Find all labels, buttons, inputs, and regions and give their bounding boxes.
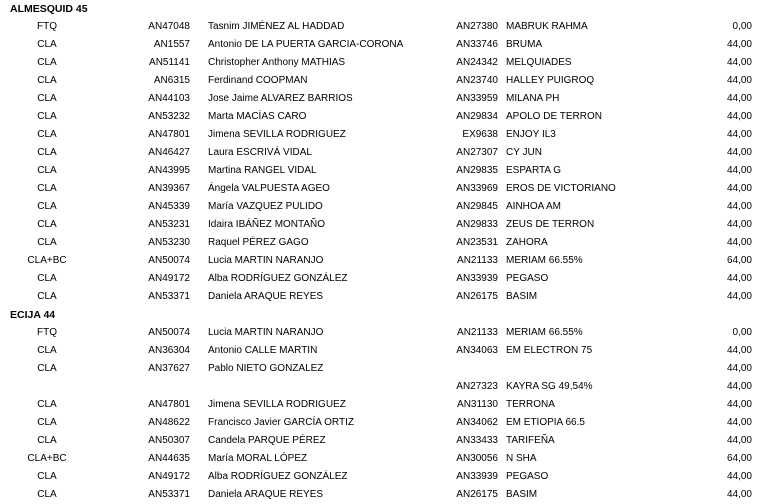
horse-name: HALLEY PUIGROQ (506, 75, 595, 86)
horse-name: TARIFEÑA (506, 435, 555, 446)
fee-amount: 44,00 (726, 489, 752, 500)
table-row (0, 198, 773, 216)
horse-license: AN34063 (456, 345, 498, 356)
table-row (0, 288, 773, 306)
table-row (0, 162, 773, 180)
fee-amount: 44,00 (726, 57, 752, 68)
fee-amount: 44,00 (726, 219, 752, 230)
table-row (0, 72, 773, 90)
rider-name: Raquel PÉREZ GAGO (208, 237, 309, 248)
rider-name: Jose Jaime ALVAREZ BARRIOS (208, 93, 353, 104)
horse-name: KAYRA SG 49,54% (506, 381, 593, 392)
section-title: ALMESQUID 45 (10, 3, 88, 15)
rider-name: Tasnim JIMÉNEZ AL HADDAD (208, 21, 345, 32)
horse-name: MELQUIADES (506, 57, 572, 68)
rider-license: AN53371 (148, 489, 190, 500)
horse-name: PEGASO (506, 471, 549, 482)
fee-amount: 44,00 (726, 237, 752, 248)
rider-name: Christopher Anthony MATHIAS (208, 57, 346, 68)
rider-license: AN47801 (148, 129, 190, 140)
horse-license: AN33939 (456, 471, 498, 482)
horse-license: AN33939 (456, 273, 498, 284)
table-row (0, 180, 773, 198)
rider-license: AN39367 (148, 183, 190, 194)
horse-license: AN33433 (456, 435, 498, 446)
rider-name: Lucia MARTIN NARANJO (208, 327, 324, 338)
horse-license: AN27323 (456, 381, 498, 392)
horse-license: AN21133 (457, 327, 498, 338)
rider-license: AN47048 (148, 21, 190, 32)
table-row (0, 252, 773, 270)
rider-license: AN43995 (148, 165, 190, 176)
rider-name: Antonio DE LA PUERTA GARCIA-CORONA (208, 39, 404, 50)
horse-license: AN31130 (457, 399, 498, 410)
rider-license: AN47801 (148, 399, 190, 410)
horse-license: AN21133 (457, 255, 498, 266)
entry-type: CLA (37, 93, 57, 104)
rider-license: AN49172 (148, 273, 190, 284)
entry-type: CLA+BC (27, 255, 67, 266)
horse-license: AN33959 (456, 93, 498, 104)
rider-license: AN37627 (148, 363, 190, 374)
table-row (0, 378, 773, 396)
rider-license: AN50074 (148, 327, 190, 338)
rider-name: Alba RODRÍGUEZ GONZÁLEZ (208, 471, 348, 482)
rider-license: AN6315 (153, 75, 190, 86)
horse-name: EROS DE VICTORIANO (506, 183, 616, 194)
fee-amount: 64,00 (726, 453, 752, 464)
rider-license: AN49172 (148, 471, 190, 482)
rider-name: Martina RANGEL VIDAL (208, 165, 317, 176)
horse-name: MERIAM 66.55% (506, 327, 583, 338)
entry-type: CLA (37, 471, 57, 482)
rider-name: Candela PARQUE PÉREZ (208, 435, 326, 446)
entry-type: CLA (37, 399, 57, 410)
horse-name: CY JUN (506, 147, 542, 158)
table-row (0, 342, 773, 360)
horse-license: AN23531 (456, 237, 498, 248)
entry-type: FTQ (37, 21, 57, 32)
entry-type: CLA (37, 111, 57, 122)
section (0, 306, 773, 504)
fee-amount: 44,00 (726, 291, 752, 302)
fee-amount: 44,00 (726, 147, 752, 158)
table-row (0, 90, 773, 108)
rider-name: Antonio CALLE MARTIN (208, 345, 318, 356)
horse-license: AN30056 (456, 453, 498, 464)
rider-name: Francisco Javier GARCÍA ORTIZ (208, 417, 354, 428)
entry-type: CLA (37, 57, 57, 68)
fee-amount: 44,00 (726, 75, 752, 86)
horse-name: ZEUS DE TERRON (506, 219, 595, 230)
fee-amount: 44,00 (726, 273, 752, 284)
rider-license: AN53232 (148, 111, 190, 122)
rider-license: AN44103 (148, 93, 190, 104)
entry-type: CLA (37, 165, 57, 176)
table-row (0, 126, 773, 144)
entry-type: CLA (37, 435, 57, 446)
horse-license: AN34062 (456, 417, 498, 428)
rider-license: AN46427 (148, 147, 190, 158)
fee-amount: 44,00 (726, 39, 752, 50)
table-row (0, 468, 773, 486)
rider-name: Jimena SEVILLA RODRIGUEZ (208, 129, 346, 140)
fee-amount: 44,00 (726, 381, 752, 392)
fee-amount: 44,00 (726, 363, 752, 374)
fee-amount: 44,00 (726, 165, 752, 176)
rider-license: AN53371 (148, 291, 190, 302)
entry-type: CLA+BC (27, 453, 67, 464)
horse-name: TERRONA (506, 399, 555, 410)
table-row (0, 18, 773, 36)
horse-license: AN27380 (456, 21, 498, 32)
fee-amount: 44,00 (726, 417, 752, 428)
rider-license: AN48622 (148, 417, 190, 428)
horse-license: AN29834 (456, 111, 498, 122)
rider-license: AN36304 (148, 345, 190, 356)
horse-license: AN29835 (456, 165, 498, 176)
fee-amount: 44,00 (726, 183, 752, 194)
entry-type: CLA (37, 273, 57, 284)
fee-amount: 64,00 (726, 255, 752, 266)
fee-amount: 44,00 (726, 471, 752, 482)
rider-name: Daniela ARAQUE REYES (208, 489, 324, 500)
rider-name: Daniela ARAQUE REYES (208, 291, 324, 302)
horse-license: AN27307 (456, 147, 498, 158)
horse-name: ZAHORA (506, 237, 548, 248)
rider-license: AN50307 (148, 435, 190, 446)
table-row (0, 144, 773, 162)
horse-name: MILANA PH (506, 93, 560, 104)
entry-type: CLA (37, 129, 57, 140)
entry-type: CLA (37, 417, 57, 428)
horse-name: APOLO DE TERRON (506, 111, 602, 122)
horse-name: PEGASO (506, 273, 549, 284)
table-row (0, 324, 773, 342)
rider-name: Marta MACÍAS CARO (208, 111, 307, 122)
rider-license: AN53230 (148, 237, 190, 248)
rider-name: Lucia MARTIN NARANJO (208, 255, 324, 266)
table-row (0, 414, 773, 432)
rider-license: AN1557 (153, 39, 190, 50)
entry-type: CLA (37, 147, 57, 158)
entry-type: CLA (37, 39, 57, 50)
fee-amount: 0,00 (732, 327, 752, 338)
fee-amount: 44,00 (726, 201, 752, 212)
rider-license: AN45339 (148, 201, 190, 212)
horse-name: N SHA (506, 453, 537, 464)
entry-type: CLA (37, 291, 57, 302)
entry-type: CLA (37, 237, 57, 248)
horse-name: AINHOA AM (506, 201, 562, 212)
rider-name: María VAZQUEZ PULIDO (208, 201, 323, 212)
fee-amount: 44,00 (726, 345, 752, 356)
entry-type: CLA (37, 201, 57, 212)
rider-license: AN44635 (148, 453, 190, 464)
horse-license: AN23740 (456, 75, 498, 86)
entry-type: CLA (37, 219, 57, 230)
section-title: ECIJA 44 (10, 309, 56, 321)
horse-license: AN26175 (456, 489, 498, 500)
horse-name: BASIM (506, 489, 538, 500)
table-row (0, 234, 773, 252)
rider-license: AN53231 (148, 219, 190, 230)
rider-name: Alba RODRÍGUEZ GONZÁLEZ (208, 273, 348, 284)
rider-name: Laura ESCRIVÁ VIDAL (208, 147, 312, 158)
entry-type: FTQ (37, 327, 57, 338)
entry-type: CLA (37, 489, 57, 500)
horse-name: ESPARTA G (506, 165, 562, 176)
fee-amount: 0,00 (732, 21, 752, 32)
horse-license: EX9638 (462, 129, 498, 140)
horse-license: AN26175 (456, 291, 498, 302)
rider-name: Ángela VALPUESTA AGEO (208, 183, 330, 194)
fee-amount: 44,00 (726, 399, 752, 410)
horse-name: MABRUK RAHMA (506, 21, 588, 32)
horse-name: BASIM (506, 291, 538, 302)
entry-type: CLA (37, 75, 57, 86)
rider-name: Ferdinand COOPMAN (208, 75, 308, 86)
horse-name: EM ELECTRON 75 (506, 345, 593, 356)
rider-name: Idaira IBÁÑEZ MONTAÑO (208, 219, 326, 230)
table-row (0, 216, 773, 234)
horse-name: BRUMA (506, 39, 543, 50)
rider-name: Pablo NIETO GONZALEZ (208, 363, 324, 374)
rider-name: Jimena SEVILLA RODRIGUEZ (208, 399, 346, 410)
fee-amount: 44,00 (726, 93, 752, 104)
fee-amount: 44,00 (726, 435, 752, 446)
entry-type: CLA (37, 363, 57, 374)
table-row (0, 450, 773, 468)
horse-license: AN24342 (456, 57, 498, 68)
entry-type: CLA (37, 183, 57, 194)
rider-name: María MORAL LÓPEZ (208, 453, 308, 464)
rider-license: AN51141 (149, 57, 190, 68)
table-row (0, 396, 773, 414)
fee-amount: 44,00 (726, 111, 752, 122)
horse-name: MERIAM 66.55% (506, 255, 583, 266)
horse-license: AN33746 (456, 39, 498, 50)
horse-name: EM ETIOPIA 66.5 (506, 417, 585, 428)
rider-license: AN50074 (148, 255, 190, 266)
fee-amount: 44,00 (726, 129, 752, 140)
horse-license: AN33969 (456, 183, 498, 194)
table-row (0, 54, 773, 72)
table-row (0, 36, 773, 54)
horse-license: AN29833 (456, 219, 498, 230)
horse-license: AN29845 (456, 201, 498, 212)
table-row (0, 360, 773, 378)
entry-type: CLA (37, 345, 57, 356)
table-row (0, 486, 773, 504)
horse-name: ENJOY IL3 (506, 129, 556, 140)
table-row (0, 108, 773, 126)
table-row (0, 270, 773, 288)
table-row (0, 432, 773, 450)
